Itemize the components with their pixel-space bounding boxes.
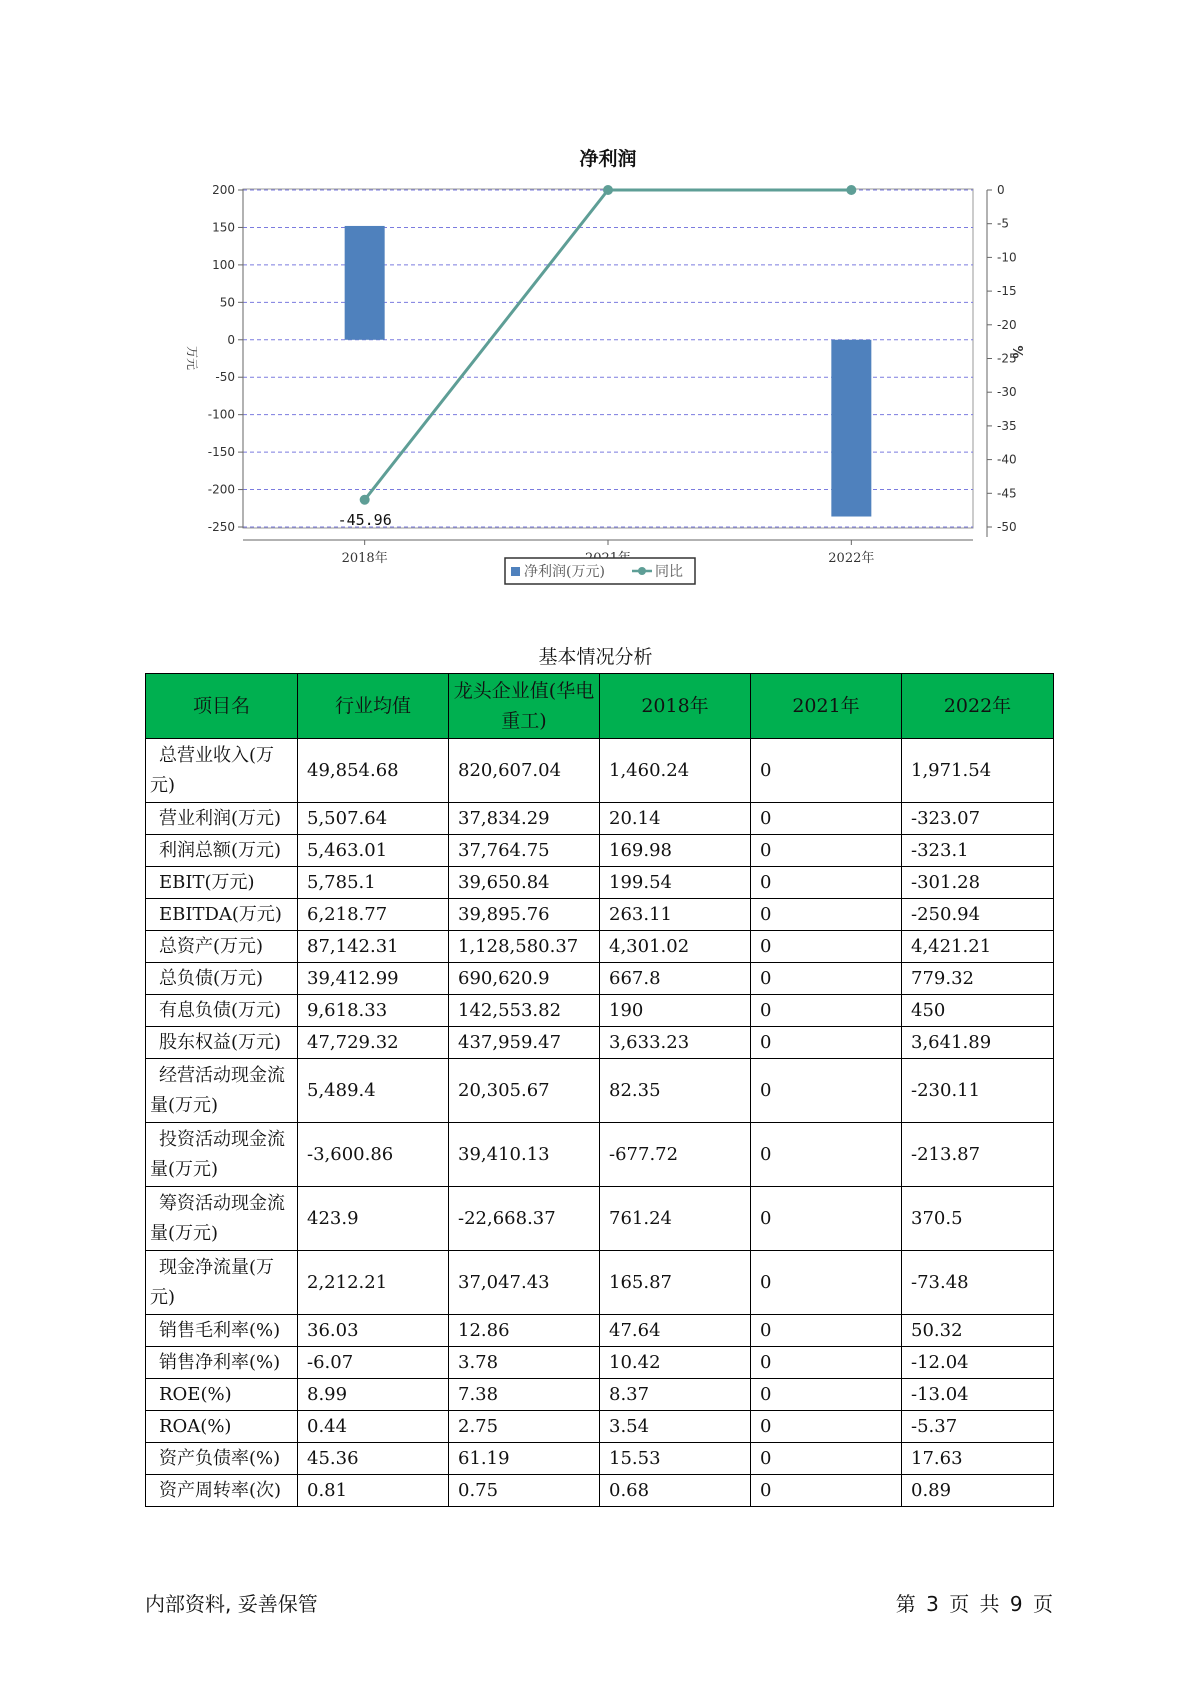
table-cell-value: 0 — [751, 835, 902, 867]
table-cell-value: 0 — [751, 1475, 902, 1507]
table-cell-value: 1,971.54 — [902, 739, 1054, 803]
table-cell-item-name: 投资活动现金流量(万元) — [146, 1123, 298, 1187]
header-2022: 2022年 — [902, 674, 1054, 739]
table-cell-value: 142,553.82 — [449, 995, 600, 1027]
table-cell-value: 779.32 — [902, 963, 1054, 995]
table-row — [146, 867, 1054, 899]
table-cell-value: 45.36 — [298, 1443, 449, 1475]
footer-confidential-note: 内部资料, 妥善保管 — [145, 1592, 318, 1616]
table-cell-value: 5,463.01 — [298, 835, 449, 867]
table-cell-value: 667.8 — [600, 963, 751, 995]
table-cell-value: 1,460.24 — [600, 739, 751, 803]
bar-net-profit — [345, 226, 385, 340]
table-cell-value: 37,764.75 — [449, 835, 600, 867]
table-cell-item-name: 股东权益(万元) — [146, 1027, 298, 1059]
table-cell-value: 690,620.9 — [449, 963, 600, 995]
table-cell-value: 199.54 — [600, 867, 751, 899]
table-row — [146, 1475, 1054, 1507]
table-row — [146, 1379, 1054, 1411]
table-cell-item-name: 现金净流量(万元) — [146, 1251, 298, 1315]
y2-tick-label: -10 — [997, 250, 1017, 265]
table-cell-value: 0.81 — [298, 1475, 449, 1507]
data-label: -45.96 — [337, 510, 392, 529]
y2-tick-label: 0 — [997, 183, 1005, 197]
table-cell-value: 8.99 — [298, 1379, 449, 1411]
table-cell-value: 49,854.68 — [298, 739, 449, 803]
x-tick-label: 2022年 — [828, 551, 875, 566]
table-row — [146, 1059, 1054, 1123]
net-profit-chart-svg — [0, 0, 1191, 600]
table-cell-value: -677.72 — [600, 1123, 751, 1187]
table-cell-value: 165.87 — [600, 1251, 751, 1315]
table-cell-value: 0 — [751, 1379, 902, 1411]
table-row — [146, 1315, 1054, 1347]
table-cell-value: 6,218.77 — [298, 899, 449, 931]
table-cell-value: -230.11 — [902, 1059, 1054, 1123]
table-cell-value: 39,412.99 — [298, 963, 449, 995]
table-cell-value: 0.75 — [449, 1475, 600, 1507]
table-cell-item-name: 有息负债(万元) — [146, 995, 298, 1027]
y2-tick-label: -15 — [997, 284, 1017, 299]
table-cell-value: -13.04 — [902, 1379, 1054, 1411]
y-tick-label: 100 — [212, 257, 235, 272]
table-cell-value: 9,618.33 — [298, 995, 449, 1027]
table-cell-value: 0.68 — [600, 1475, 751, 1507]
table-cell-value: 47,729.32 — [298, 1027, 449, 1059]
table-cell-value: 437,959.47 — [449, 1027, 600, 1059]
table-cell-item-name: 经营活动现金流量(万元) — [146, 1059, 298, 1123]
y2-tick-label: -35 — [997, 418, 1017, 433]
header-item-name: 项目名 — [146, 674, 298, 739]
table-cell-value: 4,301.02 — [600, 931, 751, 963]
table-cell-value: -73.48 — [902, 1251, 1054, 1315]
table-cell-item-name: 筹资活动现金流量(万元) — [146, 1187, 298, 1251]
y-tick-label: -50 — [215, 370, 235, 385]
table-cell-value: -323.1 — [902, 835, 1054, 867]
table-row — [146, 835, 1054, 867]
table-cell-value: 5,785.1 — [298, 867, 449, 899]
legend-label-yoy: 同比 — [655, 564, 683, 580]
legend-label-net-profit: 净利润(万元) — [524, 564, 605, 580]
table-cell-value: 0 — [751, 739, 902, 803]
x-tick-label: 2018年 — [341, 551, 388, 566]
table-cell-value: 3,633.23 — [600, 1027, 751, 1059]
table-header-row — [146, 674, 1054, 739]
table-row — [146, 1027, 1054, 1059]
table-cell-value: -323.07 — [902, 803, 1054, 835]
table-cell-value: 0 — [751, 1251, 902, 1315]
table-cell-value: 5,489.4 — [298, 1059, 449, 1123]
chart-title: 净利润 — [579, 148, 637, 170]
table-cell-value: 7.38 — [449, 1379, 600, 1411]
table-cell-value: 39,895.76 — [449, 899, 600, 931]
table-cell-value: 0.89 — [902, 1475, 1054, 1507]
y-tick-label: 50 — [219, 295, 235, 310]
y-tick-label: 150 — [212, 220, 235, 235]
table-cell-value: 0 — [751, 1059, 902, 1123]
table-cell-value: -250.94 — [902, 899, 1054, 931]
table-cell-value: 190 — [600, 995, 751, 1027]
table-cell-value: 450 — [902, 995, 1054, 1027]
table-cell-item-name: 总负债(万元) — [146, 963, 298, 995]
header-2018: 2018年 — [600, 674, 751, 739]
table-row — [146, 963, 1054, 995]
table-cell-value: 3,641.89 — [902, 1027, 1054, 1059]
table-cell-item-name: 总资产(万元) — [146, 931, 298, 963]
table-cell-value: 15.53 — [600, 1443, 751, 1475]
table-cell-value: 3.78 — [449, 1347, 600, 1379]
table-cell-value: 37,834.29 — [449, 803, 600, 835]
table-cell-value: 82.35 — [600, 1059, 751, 1123]
table-cell-value: 20,305.67 — [449, 1059, 600, 1123]
table-cell-value: -301.28 — [902, 867, 1054, 899]
table-row — [146, 1347, 1054, 1379]
table-row — [146, 995, 1054, 1027]
table-cell-value: 2,212.21 — [298, 1251, 449, 1315]
table-cell-value: 36.03 — [298, 1315, 449, 1347]
line-point-yoy — [360, 495, 370, 505]
table-cell-value: 0 — [751, 1411, 902, 1443]
table-row — [146, 931, 1054, 963]
y-tick-label: 0 — [227, 332, 235, 347]
table-row — [146, 739, 1054, 803]
table-cell-value: -5.37 — [902, 1411, 1054, 1443]
table-cell-value: 8.37 — [600, 1379, 751, 1411]
table-cell-value: 0 — [751, 803, 902, 835]
table-cell-value: -22,668.37 — [449, 1187, 600, 1251]
table-row — [146, 1187, 1054, 1251]
table-cell-value: 20.14 — [600, 803, 751, 835]
table-cell-value: 4,421.21 — [902, 931, 1054, 963]
table-cell-value: 263.11 — [600, 899, 751, 931]
table-cell-value: 39,410.13 — [449, 1123, 600, 1187]
y2-axis-title: % — [1009, 345, 1024, 359]
legend-swatch-point — [638, 567, 646, 575]
bar-net-profit — [831, 340, 871, 517]
table-cell-item-name: 资产负债率(%) — [146, 1443, 298, 1475]
y-tick-label: -200 — [207, 482, 235, 497]
legend-swatch-bar — [511, 567, 520, 576]
table-cell-value: 0 — [751, 1123, 902, 1187]
y-tick-label: -250 — [207, 520, 235, 534]
table-cell-item-name: 营业利润(万元) — [146, 803, 298, 835]
table-cell-item-name: EBITDA(万元) — [146, 899, 298, 931]
table-cell-value: 1,128,580.37 — [449, 931, 600, 963]
table-cell-item-name: 利润总额(万元) — [146, 835, 298, 867]
footer-page-number: 第 3 页 共 9 页 — [895, 1592, 1053, 1616]
header-2021: 2021年 — [751, 674, 902, 739]
table-cell-value: 17.63 — [902, 1443, 1054, 1475]
table-cell-value: -6.07 — [298, 1347, 449, 1379]
table-cell-value: 423.9 — [298, 1187, 449, 1251]
y2-tick-label: -20 — [997, 317, 1017, 332]
table-cell-value: 0 — [751, 1315, 902, 1347]
table-cell-value: 0 — [751, 899, 902, 931]
table-cell-item-name: 资产周转率(次) — [146, 1475, 298, 1507]
y2-tick-label: -50 — [997, 520, 1017, 534]
table-cell-value: 47.64 — [600, 1315, 751, 1347]
table-row — [146, 1443, 1054, 1475]
y2-tick-label: -45 — [997, 486, 1017, 501]
table-cell-item-name: EBIT(万元) — [146, 867, 298, 899]
table-row — [146, 1123, 1054, 1187]
table-row — [146, 803, 1054, 835]
table-cell-value: 5,507.64 — [298, 803, 449, 835]
table-cell-item-name: ROE(%) — [146, 1379, 298, 1411]
table-cell-value: 10.42 — [600, 1347, 751, 1379]
table-cell-value: 0.44 — [298, 1411, 449, 1443]
net-profit-chart — [0, 0, 1191, 600]
table-cell-value: 39,650.84 — [449, 867, 600, 899]
y-tick-label: -150 — [207, 445, 235, 460]
table-cell-value: 3.54 — [600, 1411, 751, 1443]
table-cell-value: 37,047.43 — [449, 1251, 600, 1315]
y2-tick-label: -40 — [997, 452, 1017, 467]
header-leader-value: 龙头企业值(华电重工) — [449, 674, 600, 739]
basic-analysis-table — [145, 673, 1054, 1507]
table-row — [146, 1251, 1054, 1315]
table-cell-value: 370.5 — [902, 1187, 1054, 1251]
y2-tick-label: -30 — [997, 385, 1017, 400]
table-cell-value: 0 — [751, 1027, 902, 1059]
table-cell-value: 820,607.04 — [449, 739, 600, 803]
table-cell-value: 0 — [751, 931, 902, 963]
table-cell-value: 50.32 — [902, 1315, 1054, 1347]
table-cell-value: 61.19 — [449, 1443, 600, 1475]
table-cell-item-name: 销售毛利率(%) — [146, 1315, 298, 1347]
table-cell-item-name: ROA(%) — [146, 1411, 298, 1443]
table-cell-value: -213.87 — [902, 1123, 1054, 1187]
line-yoy — [365, 190, 852, 500]
table-cell-value: 12.86 — [449, 1315, 600, 1347]
y2-tick-label: -5 — [997, 216, 1009, 231]
table-row — [146, 899, 1054, 931]
table-cell-value: 0 — [751, 995, 902, 1027]
table-caption: 基本情况分析 — [538, 646, 653, 668]
line-point-yoy — [603, 185, 613, 195]
header-industry-avg: 行业均值 — [298, 674, 449, 739]
table-row — [146, 1411, 1054, 1443]
table-cell-item-name: 总营业收入(万元) — [146, 739, 298, 803]
line-point-yoy — [846, 185, 856, 195]
y-axis-title: 万元 — [185, 345, 199, 371]
table-cell-value: 87,142.31 — [298, 931, 449, 963]
y2-tick-label: -25 — [997, 351, 1017, 366]
y-tick-label: 200 — [212, 183, 235, 197]
table-cell-value: 761.24 — [600, 1187, 751, 1251]
table-cell-value: 0 — [751, 1443, 902, 1475]
table-cell-value: -12.04 — [902, 1347, 1054, 1379]
table-cell-value: 0 — [751, 1187, 902, 1251]
table-cell-value: 0 — [751, 867, 902, 899]
table-cell-value: 0 — [751, 963, 902, 995]
table-cell-value: -3,600.86 — [298, 1123, 449, 1187]
table-cell-value: 0 — [751, 1347, 902, 1379]
y-tick-label: -100 — [207, 407, 235, 422]
table-cell-value: 169.98 — [600, 835, 751, 867]
table-cell-item-name: 销售净利率(%) — [146, 1347, 298, 1379]
table-cell-value: 2.75 — [449, 1411, 600, 1443]
